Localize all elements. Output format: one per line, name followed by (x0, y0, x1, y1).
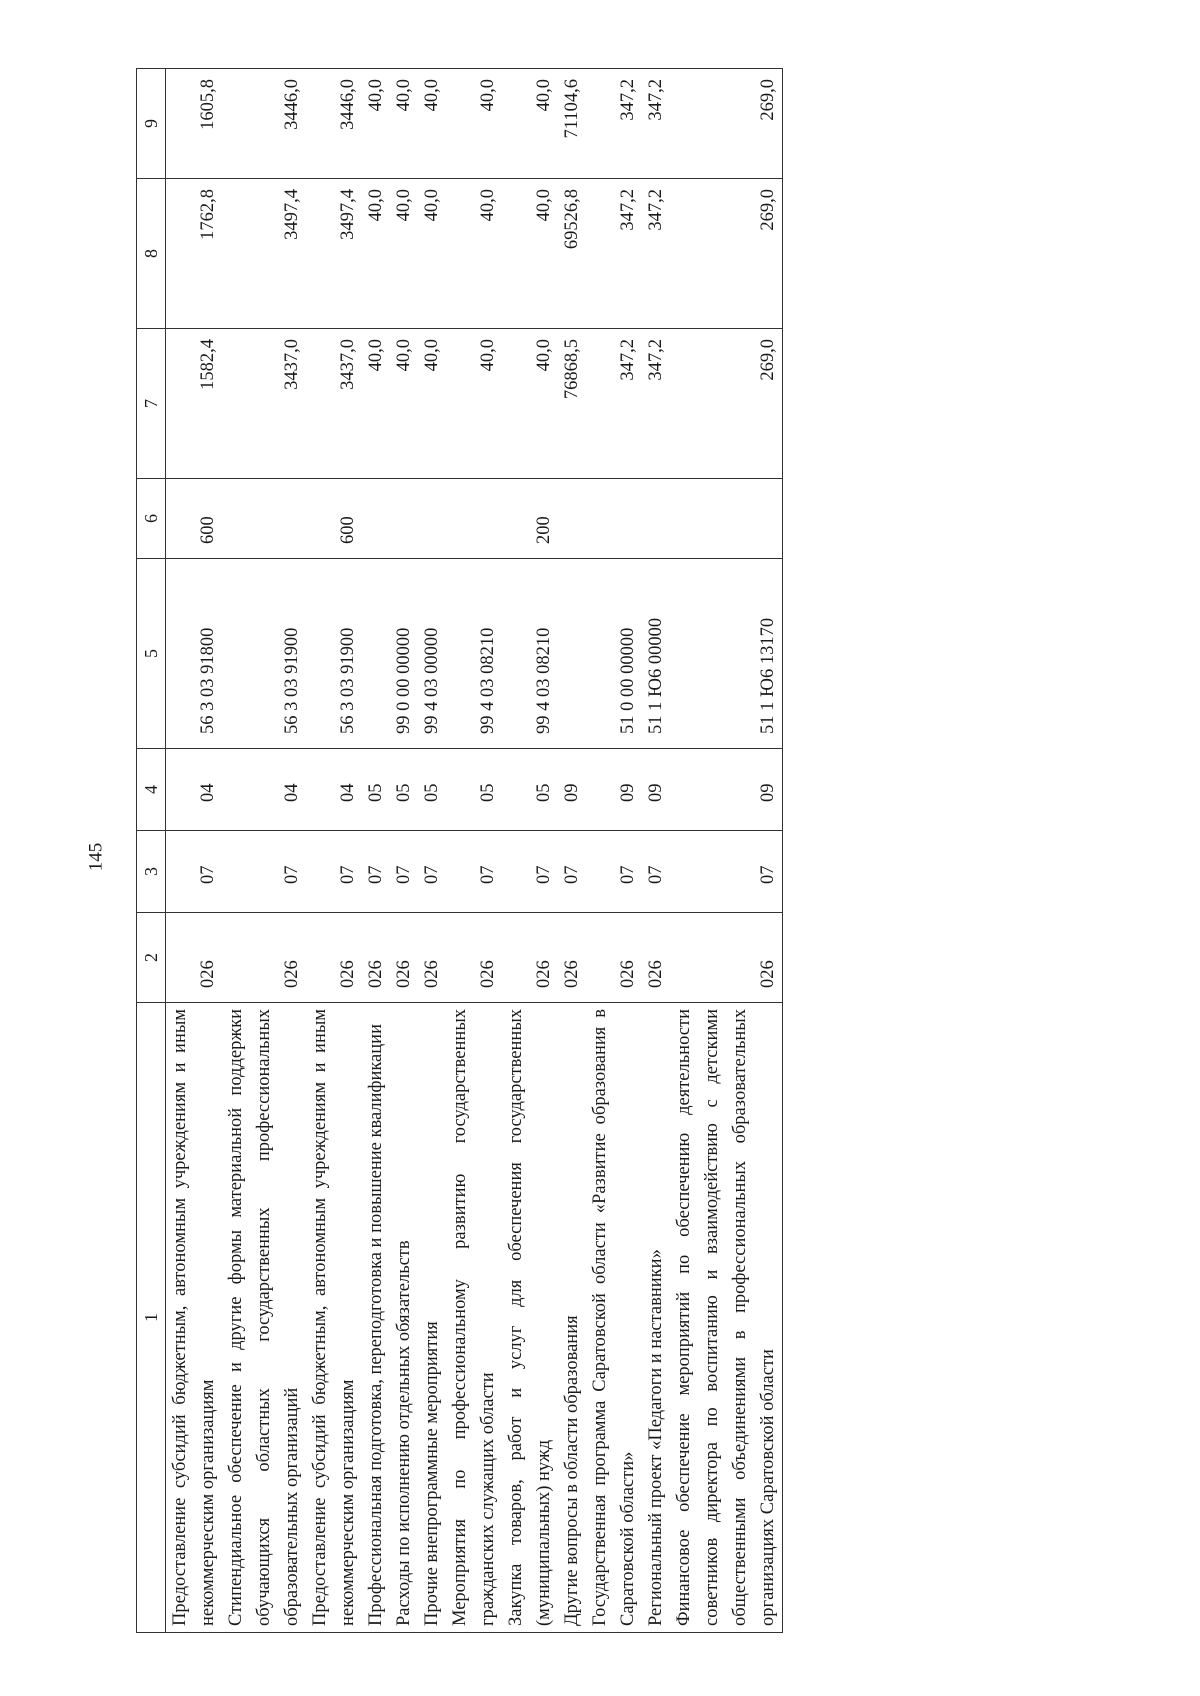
cell-target-article: 99 0 00 00000 (390, 559, 418, 749)
cell-admin-code: 026 (558, 913, 586, 1003)
cell-amount-col9: 347,2 (586, 69, 642, 179)
cell-amount-col8: 69526,8 (558, 179, 586, 329)
row-description: Предоставление субсидий бюджетным, автономным учреждениям и иным некоммерческим организациям (166, 1003, 223, 1633)
cell-amount-col7: 3437,0 (222, 329, 306, 479)
cell-expense-type (586, 479, 642, 559)
cell-section: 07 (558, 831, 586, 913)
table-row (642, 69, 670, 1633)
table-row (558, 69, 586, 1633)
cell-expense-type (222, 479, 306, 559)
column-header: 1 (137, 1003, 166, 1633)
cell-target-article: 51 1 Ю6 13170 (670, 559, 783, 749)
row-description: Расходы по исполнению отдельных обязательств (390, 1003, 418, 1633)
cell-amount-col8: 347,2 (586, 179, 642, 329)
table-header-row (137, 69, 166, 1633)
table-row (502, 69, 558, 1633)
row-description: Финансовое обеспечение мероприятий по обеспечению деятельности советников директора по воспитанию и взаимодействию с детскими общественными объединениями в профессиональных образовательных организациях Саратовской области (670, 1003, 783, 1633)
cell-target-article (362, 559, 390, 749)
cell-expense-type (362, 479, 390, 559)
table-row (446, 69, 502, 1633)
row-description: Закупка товаров, работ и услуг для обеспечения государственных (муниципальных) нужд (502, 1003, 558, 1633)
cell-section: 07 (306, 831, 362, 913)
row-description: Региональный проект «Педагоги и наставники» (642, 1003, 670, 1633)
row-description: Профессиональная подготовка, переподготовка и повышение квалификации (362, 1003, 390, 1633)
cell-amount-col7: 1582,4 (166, 329, 223, 479)
cell-amount-col9: 40,0 (390, 69, 418, 179)
table-row (418, 69, 446, 1633)
cell-section: 07 (390, 831, 418, 913)
row-description: Прочие внепрограммные мероприятия (418, 1003, 446, 1633)
table-row (362, 69, 390, 1633)
cell-subsection: 04 (306, 749, 362, 831)
column-header: 6 (137, 479, 166, 559)
cell-subsection: 04 (222, 749, 306, 831)
cell-section: 07 (502, 831, 558, 913)
column-header: 3 (137, 831, 166, 913)
cell-amount-col8: 347,2 (642, 179, 670, 329)
cell-section: 07 (418, 831, 446, 913)
cell-target-article: 56 3 03 91800 (166, 559, 223, 749)
row-description: Мероприятия по профессиональному развитию государственных гражданских служащих области (446, 1003, 502, 1633)
column-header: 7 (137, 329, 166, 479)
cell-section: 07 (446, 831, 502, 913)
cell-subsection: 05 (390, 749, 418, 831)
cell-amount-col9: 269,0 (670, 69, 783, 179)
cell-admin-code: 026 (642, 913, 670, 1003)
table-row (670, 69, 783, 1633)
table-row (222, 69, 306, 1633)
cell-expense-type (418, 479, 446, 559)
cell-target-article: 99 4 03 08210 (502, 559, 558, 749)
cell-amount-col9: 40,0 (446, 69, 502, 179)
cell-amount-col8: 1762,8 (166, 179, 223, 329)
cell-section: 07 (586, 831, 642, 913)
column-header: 2 (137, 913, 166, 1003)
cell-expense-type: 600 (306, 479, 362, 559)
cell-subsection: 09 (558, 749, 586, 831)
cell-expense-type (446, 479, 502, 559)
cell-admin-code: 026 (418, 913, 446, 1003)
cell-amount-col9: 1605,8 (166, 69, 223, 179)
cell-amount-col7: 40,0 (362, 329, 390, 479)
cell-subsection: 05 (362, 749, 390, 831)
cell-amount-col9: 40,0 (502, 69, 558, 179)
cell-amount-col7: 269,0 (670, 329, 783, 479)
cell-amount-col7: 40,0 (390, 329, 418, 479)
cell-amount-col9: 347,2 (642, 69, 670, 179)
cell-admin-code: 026 (222, 913, 306, 1003)
cell-section: 07 (222, 831, 306, 913)
column-header: 9 (137, 69, 166, 179)
column-header: 8 (137, 179, 166, 329)
cell-expense-type: 600 (166, 479, 223, 559)
cell-expense-type (558, 479, 586, 559)
cell-admin-code: 026 (362, 913, 390, 1003)
cell-subsection: 05 (502, 749, 558, 831)
table-row (586, 69, 642, 1633)
cell-section: 07 (166, 831, 223, 913)
cell-amount-col8: 3497,4 (222, 179, 306, 329)
cell-amount-col7: 40,0 (446, 329, 502, 479)
rotated-table-wrapper (136, 69, 783, 1633)
cell-amount-col7: 40,0 (418, 329, 446, 479)
table-row (166, 69, 223, 1633)
cell-amount-col8: 40,0 (446, 179, 502, 329)
cell-admin-code: 026 (502, 913, 558, 1003)
cell-expense-type (670, 479, 783, 559)
cell-amount-col8: 40,0 (502, 179, 558, 329)
cell-admin-code: 026 (670, 913, 783, 1003)
cell-amount-col9: 40,0 (418, 69, 446, 179)
budget-table (136, 68, 783, 1633)
cell-subsection: 04 (166, 749, 223, 831)
cell-admin-code: 026 (166, 913, 223, 1003)
cell-amount-col8: 3497,4 (306, 179, 362, 329)
cell-admin-code: 026 (306, 913, 362, 1003)
cell-expense-type (390, 479, 418, 559)
cell-amount-col8: 40,0 (362, 179, 390, 329)
cell-amount-col7: 347,2 (586, 329, 642, 479)
cell-subsection: 09 (670, 749, 783, 831)
page-number: 145 (85, 842, 107, 872)
row-description: Другие вопросы в области образования (558, 1003, 586, 1633)
cell-target-article: 56 3 03 91900 (222, 559, 306, 749)
cell-admin-code: 026 (390, 913, 418, 1003)
cell-amount-col7: 3437,0 (306, 329, 362, 479)
cell-amount-col7: 40,0 (502, 329, 558, 479)
cell-target-article: 99 4 03 08210 (446, 559, 502, 749)
cell-target-article: 51 0 00 00000 (586, 559, 642, 749)
cell-section: 07 (642, 831, 670, 913)
row-description: Государственная программа Саратовской области «Развитие образования в Саратовской области» (586, 1003, 642, 1633)
cell-subsection: 09 (642, 749, 670, 831)
cell-amount-col9: 40,0 (362, 69, 390, 179)
cell-target-article: 99 4 03 00000 (418, 559, 446, 749)
cell-amount-col8: 40,0 (390, 179, 418, 329)
cell-admin-code: 026 (586, 913, 642, 1003)
column-header: 5 (137, 559, 166, 749)
cell-section: 07 (670, 831, 783, 913)
cell-subsection: 09 (586, 749, 642, 831)
cell-amount-col7: 347,2 (642, 329, 670, 479)
column-header: 4 (137, 749, 166, 831)
table-row (390, 69, 418, 1633)
cell-target-article (558, 559, 586, 749)
cell-target-article: 56 3 03 91900 (306, 559, 362, 749)
cell-amount-col9: 3446,0 (222, 69, 306, 179)
cell-amount-col8: 40,0 (418, 179, 446, 329)
cell-admin-code: 026 (446, 913, 502, 1003)
cell-subsection: 05 (446, 749, 502, 831)
table-row (306, 69, 362, 1633)
cell-target-article: 51 1 Ю6 00000 (642, 559, 670, 749)
row-description: Стипендиальное обеспечение и другие формы материальной поддержки обучающихся областных государственных профессиональных образовательных организаций (222, 1003, 306, 1633)
cell-section: 07 (362, 831, 390, 913)
cell-amount-col7: 76868,5 (558, 329, 586, 479)
row-description: Предоставление субсидий бюджетным, автономным учреждениям и иным некоммерческим организациям (306, 1003, 362, 1633)
cell-expense-type: 200 (502, 479, 558, 559)
cell-subsection: 05 (418, 749, 446, 831)
table-body (166, 69, 783, 1633)
cell-amount-col9: 71104,6 (558, 69, 586, 179)
cell-amount-col8: 269,0 (670, 179, 783, 329)
cell-expense-type (642, 479, 670, 559)
cell-amount-col9: 3446,0 (306, 69, 362, 179)
